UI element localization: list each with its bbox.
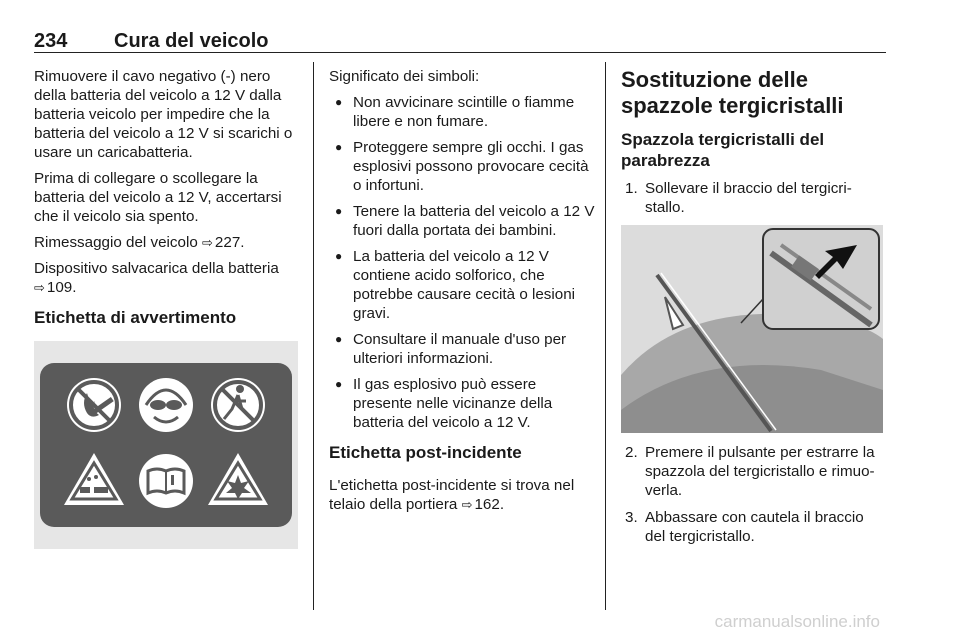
detail-inset bbox=[763, 229, 879, 329]
paragraph-connect-battery: Prima di collegare o scollegare la batteria del veicolo a 12 V, accertarsi che il veicolo sia spento. bbox=[34, 170, 282, 225]
symbols-list bbox=[329, 93, 595, 432]
read-manual-icon bbox=[139, 454, 193, 508]
list-item: ● Il gas esplosivo può essere presente nelle vicinanze della batteria del veicolo a 12 V. bbox=[329, 375, 595, 432]
post-crash-label-heading: Etichetta post-incidente bbox=[329, 443, 522, 462]
eye-protection-icon bbox=[139, 378, 193, 432]
paragraph-battery-cable: Rimuovere il cavo negativo (-) nero della batteria del veicolo a 12 V dalla batteria veicolo per impedire che la batteria del veicolo a 12 V si scarichi o usare un caricabatteria. bbox=[34, 68, 293, 161]
list-item: ● Tenere la batteria del veicolo a 12 V fuori dalla portata dei bambini. bbox=[329, 202, 595, 240]
page-ref-icon: ⇨ bbox=[461, 497, 473, 512]
post-crash-text: L'etichetta post-incidente si trova nel telaio della portiera bbox=[329, 477, 575, 513]
paragraph-battery-saver-ref bbox=[34, 259, 306, 297]
column-divider-2 bbox=[605, 62, 606, 610]
list-item: ● Non avvicinare scintille o fiamme libere e non fumare. bbox=[329, 93, 595, 131]
page-ref-icon: ⇨ bbox=[34, 280, 45, 295]
step-text: Sollevare il braccio del tergicri- stallo. bbox=[645, 180, 852, 216]
step-text: Abbassare con cautela il braccio del tergicristallo. bbox=[645, 509, 864, 545]
step-number: 1. bbox=[625, 180, 638, 197]
windscreen-wiper-heading: Spazzola tergicristalli del parabrezza bbox=[621, 130, 825, 170]
section-title: Sostituzione delle spazzole tergicristalli bbox=[621, 67, 844, 118]
list-item bbox=[621, 443, 886, 500]
paragraph-storage-ref bbox=[34, 233, 306, 252]
paragraph-post-crash bbox=[329, 476, 595, 514]
symbols-intro: Significato dei simboli: bbox=[329, 68, 480, 85]
battery-saver-ref-page[interactable]: 109. bbox=[46, 279, 77, 296]
storage-ref-page[interactable]: 227. bbox=[214, 234, 245, 251]
step-number: 3. bbox=[625, 509, 638, 526]
step-number: 2. bbox=[625, 444, 638, 461]
battery-saver-ref-text: Dispositivo salvacarica della batteria bbox=[34, 260, 279, 277]
step-text: Premere il pulsante per estrarre la spazzola del tergicristallo e rimuo- verla. bbox=[645, 444, 875, 499]
page-number: 234 bbox=[34, 30, 68, 52]
storage-ref-text: Rimessaggio del veicolo bbox=[34, 234, 198, 251]
page-header bbox=[34, 30, 886, 52]
warning-label-figure bbox=[34, 341, 298, 549]
keep-children-away-icon bbox=[211, 378, 265, 432]
watermark: carmanualsonline.info bbox=[714, 612, 880, 631]
header-divider bbox=[34, 52, 886, 53]
column-divider-1 bbox=[313, 62, 314, 610]
list-item bbox=[621, 179, 886, 217]
page-ref-icon: ⇨ bbox=[202, 235, 213, 250]
list-item: ● Proteggere sempre gli occhi. I gas esplosivi possono provocare cecità o infortuni. bbox=[329, 138, 595, 195]
list-item bbox=[621, 508, 886, 546]
warning-label-heading: Etichetta di avvertimento bbox=[34, 308, 237, 327]
wiper-steps bbox=[621, 179, 886, 217]
chapter-title: Cura del veicolo bbox=[114, 30, 269, 52]
no-flames-icon bbox=[67, 378, 121, 432]
wiper-steps-continued bbox=[621, 443, 886, 546]
column-2 bbox=[329, 67, 595, 521]
column-3 bbox=[621, 67, 886, 554]
column-1 bbox=[34, 67, 306, 549]
post-crash-ref-page[interactable]: 162. bbox=[474, 496, 505, 513]
list-item: ● Consultare il manuale d'uso per ulteriori informazioni. bbox=[329, 330, 595, 368]
list-item: ● La batteria del veicolo a 12 V contiene acido solforico, che potrebbe causare cecità o lesioni gravi. bbox=[329, 247, 595, 323]
wiper-arm-figure bbox=[621, 225, 883, 433]
